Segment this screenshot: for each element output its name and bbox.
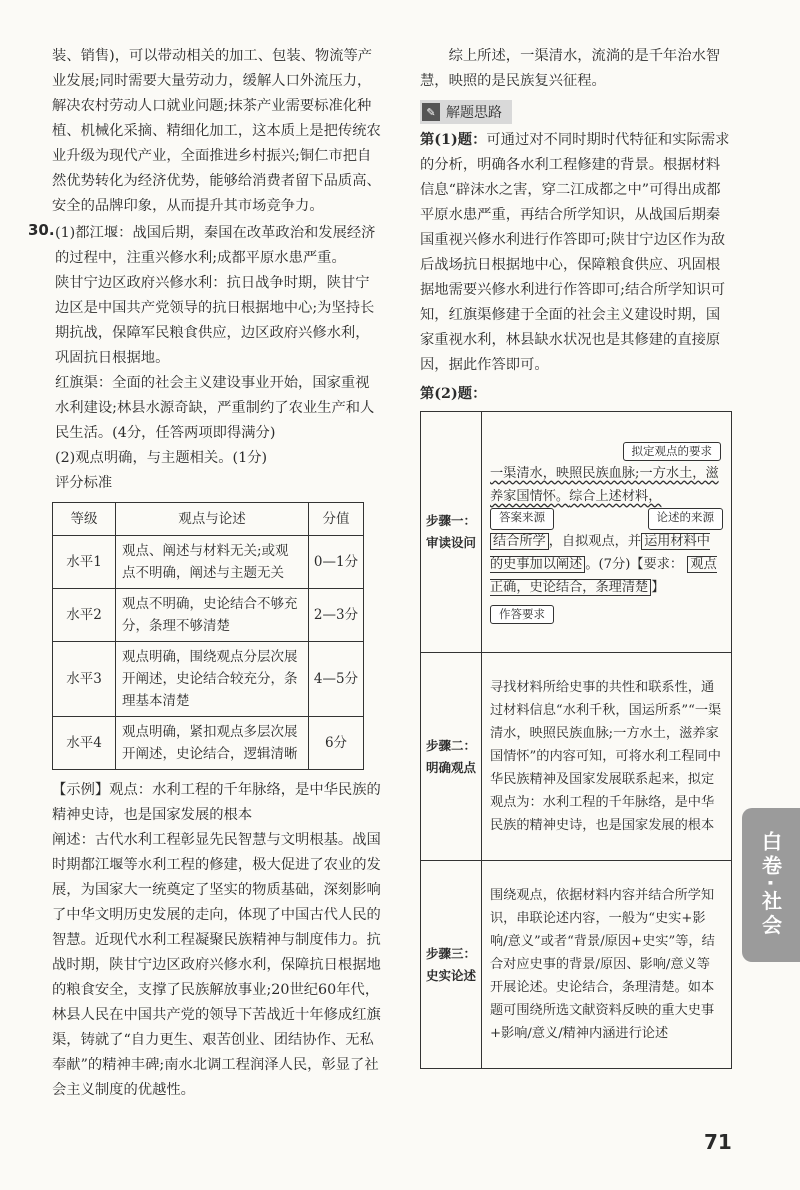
q2-label-text: 第(2)题： [420,386,487,402]
right-column [420,44,732,1069]
pencil-icon: ✎ [422,103,440,121]
question-number: 30. [28,221,55,239]
step-row [421,653,732,861]
step-body: 寻找材料所给史事的共性和联系性，通过材料信息“水利千秋，国运所系”“一渠清水，映照民族血脉;一方水土，滋养家国情怀”的内容可知，可将水利工程同中华民族精神及国家发展联系起来，拟定观点为：水利工程的千年脉络，是中华民族的精神史诗，也是国家发展的根本 [482,653,732,861]
page-number: 71 [704,1130,732,1154]
desc-cell: 观点不明确，史论结合不够充分，条理不够清楚 [116,589,309,642]
intro-paragraph: 装、销售)，可以带动相关的加工、包装、物流等产业发展;同时需要大量劳动力，缓解人口外流压力，解决农村劳动人口就业问题;抹茶产业需要标准化种植、机械化采摘、精细化加工，这本质上是把传统农业升级为现代产业，全面推进乡村振兴;铜仁市把自然优势转化为经济优势，能够给消费者留下品质高、安全的品牌印象，从而提升其市场竞争力。 [52,48,381,214]
header-level: 等级 [53,503,116,536]
note-answer-format: 作答要求 [490,605,554,624]
note-view-requirement: 拟定观点的要求 [623,442,722,461]
conclusion-text: 综上所述，一渠清水，流淌的是千年治水智慧，映照的是民族复兴征程。 [420,48,721,89]
answer-hongqi: 红旗渠：全面的社会主义建设事业开始，国家重视水利建设;林县水源奇缺，严重制约了农业生产和人民生活。(4分，任答两项即得满分) [55,375,375,441]
combine-knowledge: 结合所学 [490,533,549,550]
level-cell: 水平3 [53,642,116,717]
step-row [421,861,732,1069]
level-cell: 水平1 [53,536,116,589]
table-row [53,717,364,770]
bracket-close: 】 [651,579,665,595]
step-name: 步骤三：史实论述 [421,861,482,1069]
section-side-tab: 白卷·社会 [742,808,800,962]
step-row [421,412,732,653]
material-quote: 一渠清水，映照民族血脉;一方水土，滋养家国情怀。 [490,465,719,504]
table-row [53,642,364,717]
points-cell: 6分 [309,717,364,770]
header-points: 分值 [309,503,364,536]
q1-label: 第(1)题： [420,132,487,148]
score-require: 。(7分)【要求： [585,556,684,572]
desc-cell: 观点明确，围绕观点分层次展开阐述，史论结合较充分，条理基本清楚 [116,642,309,717]
points-cell: 0—1分 [309,536,364,589]
answer-shaanxi: 陕甘宁边区政府兴修水利：抗日战争时期，陕甘宁边区是中国共产党领导的抗日根据地中心;为坚持长期抗战，保障军民粮食供应，边区政府兴修水利，巩固抗日根据地。 [55,275,375,366]
step1-line2 [490,530,723,599]
level-cell: 水平4 [53,717,116,770]
answer-part1: (1)都江堰：战国后期，秦国在改革政治和发展经济的过程中，注重兴修水利;成都平原水患严重。 [55,225,376,266]
step1-line1 [490,462,723,508]
note-argument-source: 论述的来源 [648,508,724,530]
level-cell: 水平2 [53,589,116,642]
header-view: 观点与论述 [116,503,309,536]
scoring-title: 评分标准 [55,475,113,491]
points-cell: 4—5分 [309,642,364,717]
scoring-table [52,502,364,770]
example-elaboration: 阐述：古代水利工程彰显先民智慧与文明根基。战国时期都江堰等水利工程的修建，极大促进了农业的发展，为国家大一统奠定了坚实的物质基础，深刻影响了中华文明历史发展的走向，体现了中国古代人民的智慧。近现代水利工程凝聚民族精神与制度伟力。抗战时期，陕甘宁边区政府兴修水利，保障抗日根据地的粮食安全，支撑了民族解放事业;20世纪60年代，林县人民在中国共产党的领导下苦战近十年修成红旗渠，铸就了“自力更生、艰苦创业、团结协作、无私奉献”的精神丰碑;南水北调工程润泽人民，彰显了社会主义制度的优越性。 [52,832,381,1098]
solution-tag [420,100,512,124]
step-body [482,412,732,653]
points-cell: 2—3分 [309,589,364,642]
q1-explanation [420,128,732,378]
step-name: 步骤一：审读设问 [421,412,482,653]
steps-table [420,411,732,1069]
answer-part2: (2)观点明确，与主题相关。(1分) [55,450,268,466]
desc-cell: 观点、阐述与材料无关;或观点不明确，阐述与主题无关 [116,536,309,589]
self-view: ，自拟观点，并 [548,533,642,549]
step-body: 围绕观点，依据材料内容并结合所学知识，串联论述内容，一般为“史实+影响/意义”或者“背景/原因+史实”等，结合对应史事的背景/原因、影响/意义等开展论述。史论结合，条理清楚。如本题可围绕所选文献资料反映的重大史事+影响/意义/精神内涵进行论述 [482,861,732,1069]
table-row [53,589,364,642]
example-view: 【示例】观点：水利工程的千年脉络，是中华民族的精神史诗，也是国家发展的根本 [52,782,381,823]
note-answer-source: 答案来源 [490,508,554,530]
table-row [53,536,364,589]
question-30-answer [28,221,382,1103]
step-name: 步骤二：明确观点 [421,653,482,861]
format-requirement: 观点正确，史论结合，条理清楚 [490,556,717,595]
desc-cell: 观点明确，紧扣观点多层次展开阐述，史论结合，逻辑清晰 [116,717,309,770]
left-column [28,44,382,1103]
scoring-table-header [53,503,364,536]
q2-label [420,382,732,407]
material-tail: 综合上述材料， [569,488,662,504]
q1-text: 可通过对不同时期时代特征和实际需求的分析，明确各水利工程修建的背景。根据材料信息“辟沫水之害，穿二江成都之中”可得出成都平原水患严重，再结合所学知识，从战国后期秦国重视兴修水利进行作答即可;陕甘宁边区作为敌后战场抗日根据地中心，保障粮食供应、巩固根据地需要兴修水利进行作答即可;结合所学知识可知，红旗渠修建于全面的社会主义建设时期，国家重视水利，林县缺水状况也是其修建的直接原因，据此作答即可。 [420,132,730,373]
use-material: 运用材料中的史事加以阐述 [490,533,710,572]
solution-tag-label: 解题思路 [446,105,502,121]
